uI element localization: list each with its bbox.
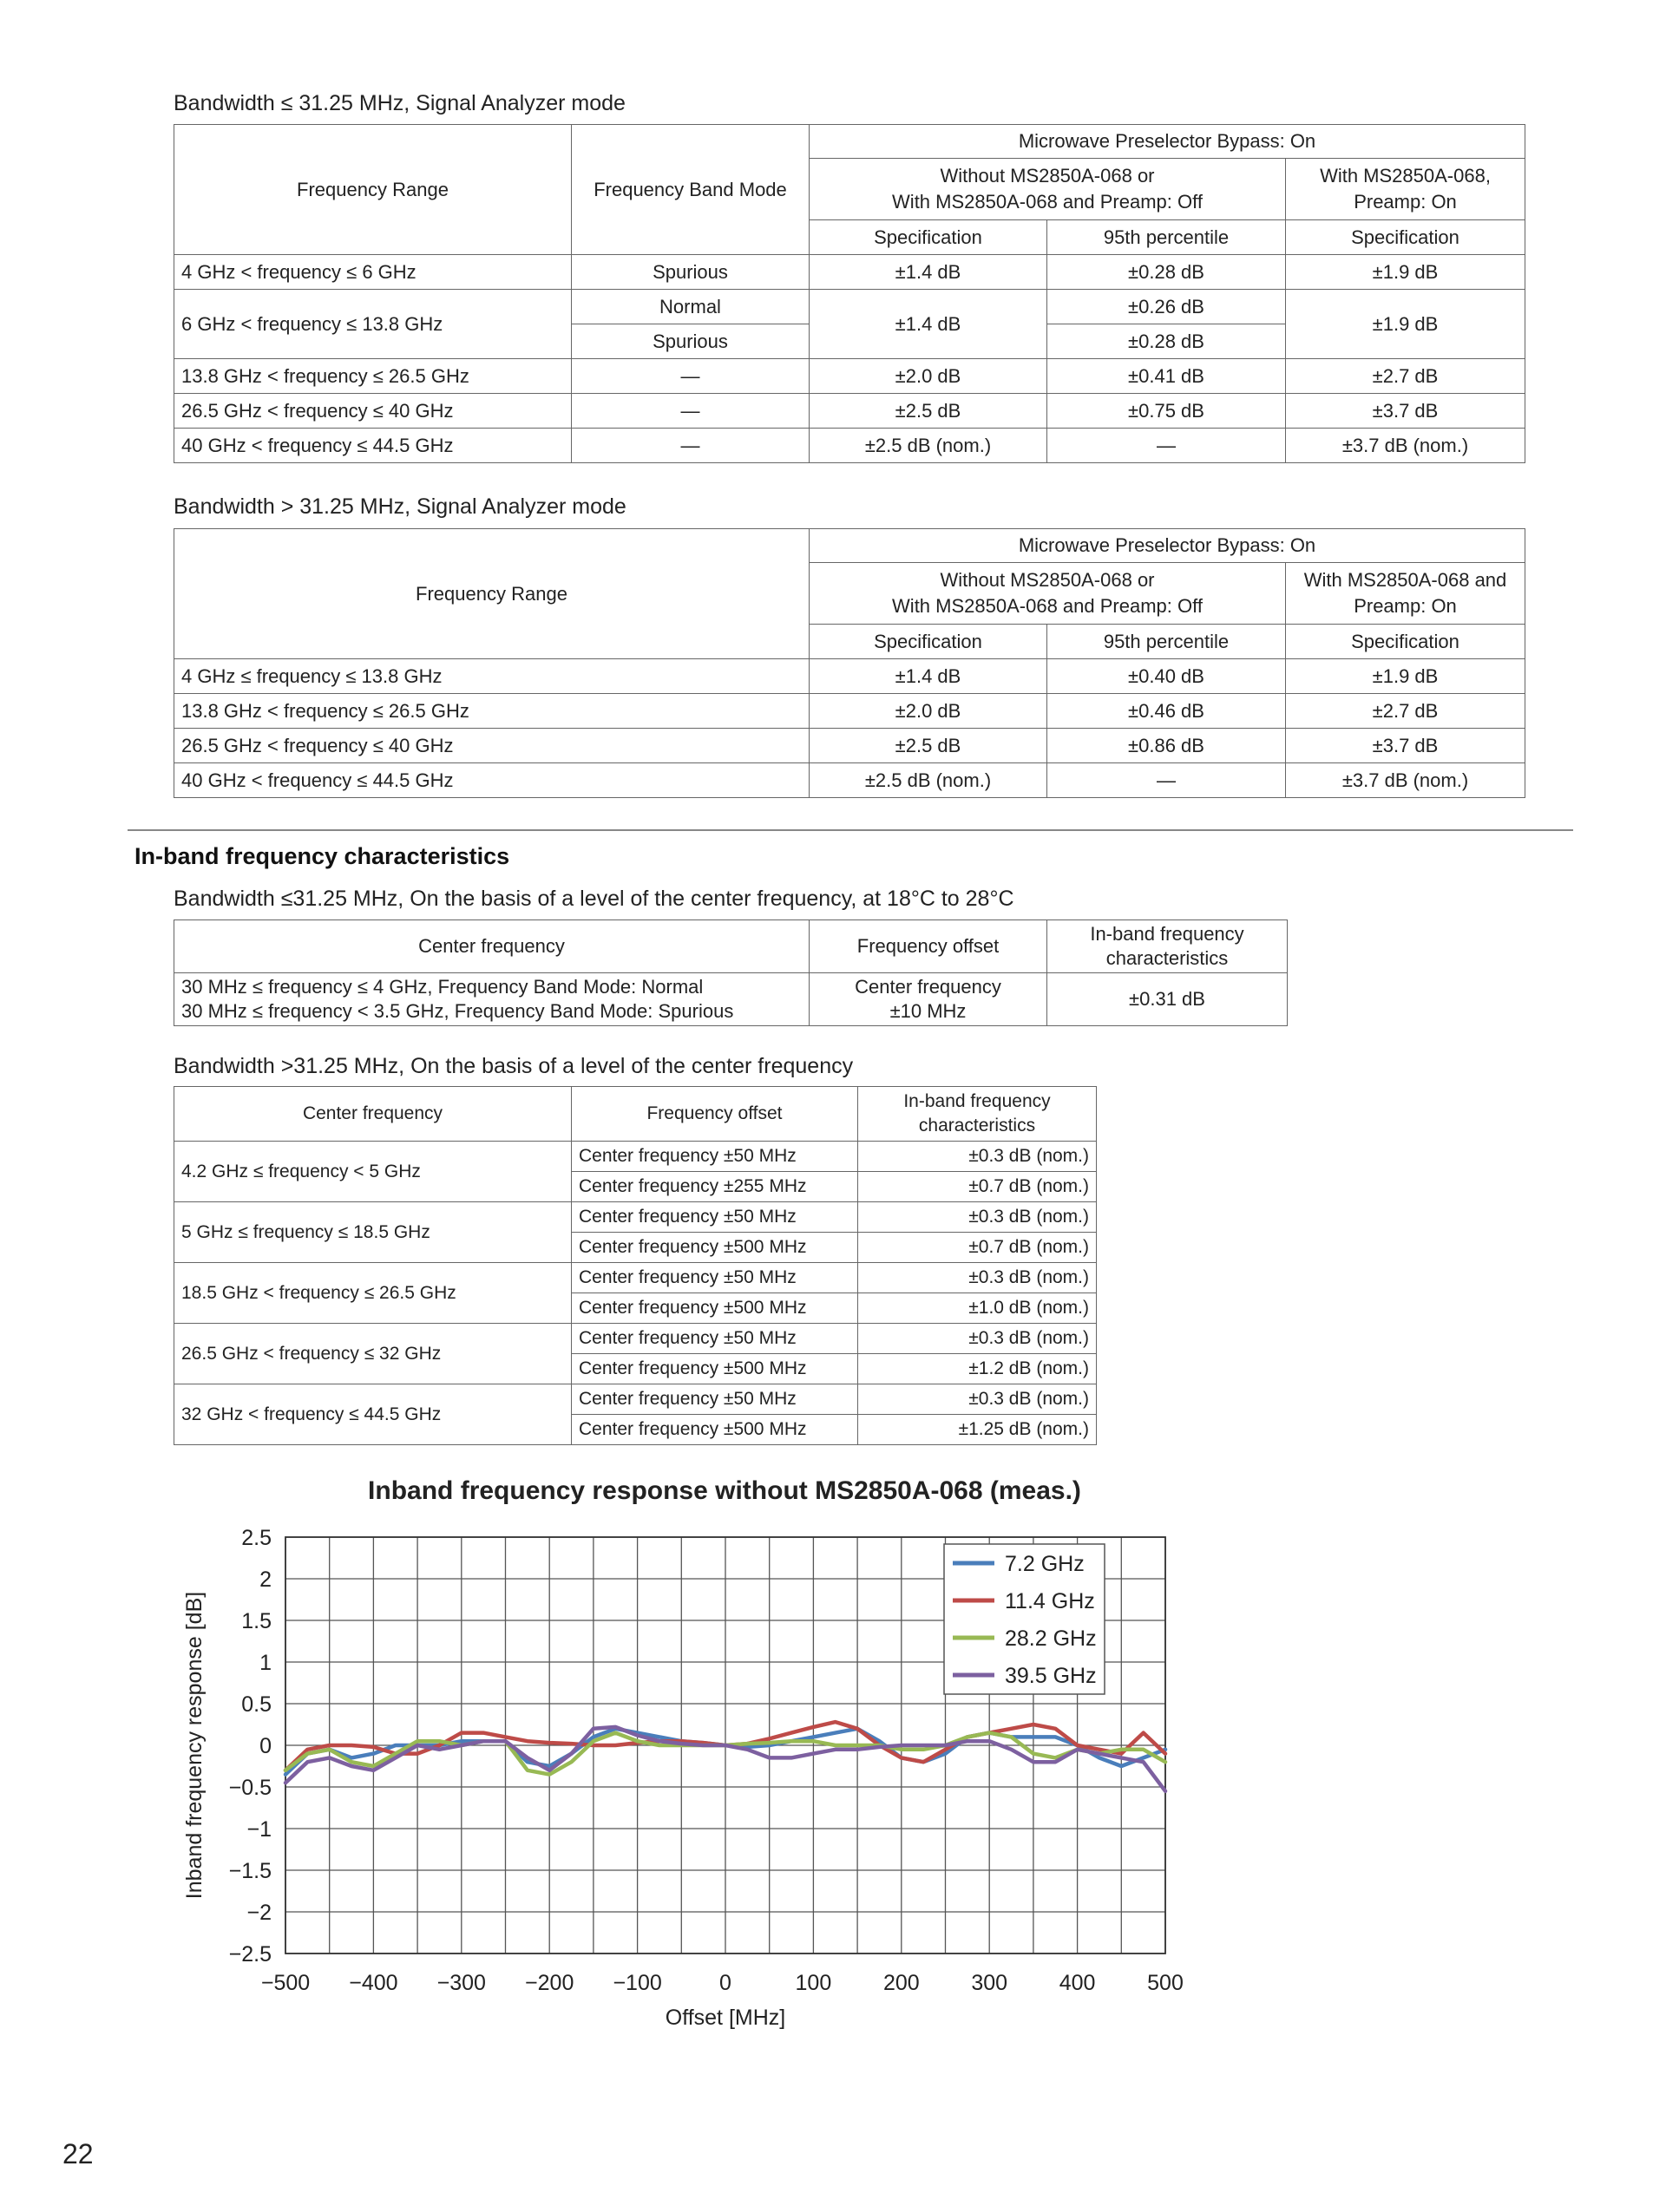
cell-spec-with: ±3.7 dB: [1286, 729, 1525, 763]
table2-header-without: Without MS2850A-068 or With MS2850A-068 and Preamp: Off: [810, 563, 1286, 625]
chart-title: Inband frequency response without MS2850A-068 (meas.): [368, 1476, 1081, 1505]
table1-header-spec: Specification: [810, 220, 1047, 255]
cell-range: 4 GHz < frequency ≤ 6 GHz: [174, 255, 572, 290]
table1-header-frequency-range: Frequency Range: [174, 125, 572, 255]
cell-range: 40 GHz < frequency ≤ 44.5 GHz: [174, 429, 572, 463]
cell-p95: ±0.26 dB: [1047, 290, 1286, 324]
table1-header-band-mode: Frequency Band Mode: [572, 125, 810, 255]
cell-spec: ±2.5 dB: [810, 729, 1047, 763]
table4-caption: Bandwidth >31.25 MHz, On the basis of a level of the center frequency: [174, 1054, 854, 1078]
x-tick-label: −500: [260, 1971, 311, 1995]
cell-spec: ±1.4 dB: [810, 255, 1047, 290]
cell-mode: —: [572, 359, 810, 394]
cell-range: 26.5 GHz < frequency ≤ 40 GHz: [174, 729, 810, 763]
cell-offset: Center frequency ±500 MHz: [572, 1354, 858, 1384]
cell-offset: Center frequency ±50 MHz: [572, 1263, 858, 1293]
cell-inband: ±0.3 dB (nom.): [858, 1263, 1097, 1293]
cell-center: 18.5 GHz < frequency ≤ 26.5 GHz: [174, 1263, 572, 1324]
y-tick-label: −1: [246, 1817, 272, 1842]
cell-spec-with: ±1.9 dB: [1286, 255, 1525, 290]
cell-center: 4.2 GHz ≤ frequency < 5 GHz: [174, 1142, 572, 1202]
cell-inband: ±0.3 dB (nom.): [858, 1142, 1097, 1172]
cell-p95: ±0.75 dB: [1047, 394, 1286, 429]
table2-header-frequency-range: Frequency Range: [174, 529, 810, 659]
cell-center: 32 GHz < frequency ≤ 44.5 GHz: [174, 1384, 572, 1445]
cell-spec-with: ±3.7 dB (nom.): [1286, 429, 1525, 463]
cell-spec: ±2.5 dB (nom.): [810, 763, 1047, 798]
y-tick-label: 1.5: [241, 1609, 272, 1633]
x-tick-label: 200: [882, 1971, 920, 1995]
table2-caption: Bandwidth > 31.25 MHz, Signal Analyzer mode: [174, 494, 626, 519]
cell-offset: Center frequency ±50 MHz: [572, 1142, 858, 1172]
legend-label: 11.4 GHz: [1005, 1589, 1095, 1613]
table3-header-inband: In-band frequency characteristics: [1047, 920, 1288, 973]
x-tick-label: 500: [1147, 1971, 1184, 1995]
cell-p95: ±0.40 dB: [1047, 659, 1286, 694]
x-axis-label: Offset [MHz]: [665, 2006, 786, 2030]
section-title: In-band frequency characteristics: [134, 843, 510, 869]
table2-header-with: With MS2850A-068 and Preamp: On: [1286, 563, 1525, 625]
cell-inband: ±0.31 dB: [1047, 973, 1288, 1026]
cell-spec: ±2.5 dB: [810, 394, 1047, 429]
cell-inband: ±0.3 dB (nom.): [858, 1384, 1097, 1415]
cell-center: 30 MHz ≤ frequency ≤ 4 GHz, Frequency Band Mode: Normal 30 MHz ≤ frequency < 3.5 GHz, Frequency Band Mode: Spurious: [174, 973, 810, 1026]
cell-inband: ±1.25 dB (nom.): [858, 1415, 1097, 1445]
y-tick-label: 0: [259, 1734, 272, 1758]
table3-caption: Bandwidth ≤31.25 MHz, On the basis of a level of the center frequency, at 18°C to 28°C: [174, 887, 1014, 911]
cell-p95: ±0.46 dB: [1047, 694, 1286, 729]
table4-header-offset: Frequency offset: [572, 1087, 858, 1142]
cell-offset: Center frequency ±255 MHz: [572, 1172, 858, 1202]
table2-header-bypass: Microwave Preselector Bypass: On: [810, 529, 1525, 563]
cell-mode: —: [572, 394, 810, 429]
x-tick-label: −300: [436, 1971, 486, 1995]
table2-header-spec: Specification: [810, 625, 1047, 659]
table1-header-p95: 95th percentile: [1047, 220, 1286, 255]
cell-offset: Center frequency ±500 MHz: [572, 1415, 858, 1445]
cell-inband: ±0.3 dB (nom.): [858, 1202, 1097, 1233]
table1-header-with: With MS2850A-068, Preamp: On: [1286, 159, 1525, 220]
cell-inband: ±0.7 dB (nom.): [858, 1172, 1097, 1202]
table3-header-offset: Frequency offset: [810, 920, 1047, 973]
y-tick-label: 1: [259, 1651, 272, 1675]
cell-range: 4 GHz ≤ frequency ≤ 13.8 GHz: [174, 659, 810, 694]
legend-label: 7.2 GHz: [1005, 1552, 1085, 1576]
cell-p95: —: [1047, 763, 1286, 798]
cell-range: 26.5 GHz < frequency ≤ 40 GHz: [174, 394, 572, 429]
cell-p95: —: [1047, 429, 1286, 463]
y-tick-label: 2.5: [241, 1526, 272, 1550]
y-tick-label: −2.5: [228, 1942, 272, 1967]
cell-p95: ±0.28 dB: [1047, 324, 1286, 359]
x-tick-label: 0: [719, 1971, 731, 1995]
cell-mode: Normal: [572, 290, 810, 324]
cell-mode: Spurious: [572, 324, 810, 359]
cell-range: 13.8 GHz < frequency ≤ 26.5 GHz: [174, 359, 572, 394]
page-number: 22: [62, 2138, 94, 2169]
cell-spec: ±1.4 dB: [810, 659, 1047, 694]
cell-inband: ±1.2 dB (nom.): [858, 1354, 1097, 1384]
table1-header-bypass: Microwave Preselector Bypass: On: [810, 125, 1525, 159]
cell-range: 13.8 GHz < frequency ≤ 26.5 GHz: [174, 694, 810, 729]
cell-spec-with: ±1.9 dB: [1286, 290, 1525, 359]
legend-label: 39.5 GHz: [1005, 1664, 1097, 1688]
cell-offset: Center frequency ±500 MHz: [572, 1233, 858, 1263]
y-tick-label: 2: [259, 1567, 272, 1592]
cell-mode: Spurious: [572, 255, 810, 290]
cell-offset: Center frequency ±500 MHz: [572, 1293, 858, 1324]
x-tick-label: 400: [1059, 1971, 1096, 1995]
table4-header-inband: In-band frequency characteristics: [858, 1087, 1097, 1142]
y-tick-label: 0.5: [241, 1692, 272, 1717]
cell-spec: ±2.0 dB: [810, 694, 1047, 729]
cell-offset: Center frequency ±50 MHz: [572, 1324, 858, 1354]
cell-offset: Center frequency ±50 MHz: [572, 1202, 858, 1233]
y-tick-label: −0.5: [228, 1776, 272, 1800]
cell-spec: ±2.0 dB: [810, 359, 1047, 394]
cell-p95: ±0.28 dB: [1047, 255, 1286, 290]
cell-inband: ±1.0 dB (nom.): [858, 1293, 1097, 1324]
cell-range: 6 GHz < frequency ≤ 13.8 GHz: [174, 290, 572, 359]
legend-label: 28.2 GHz: [1005, 1626, 1097, 1651]
cell-center: 5 GHz ≤ frequency ≤ 18.5 GHz: [174, 1202, 572, 1263]
table1-caption: Bandwidth ≤ 31.25 MHz, Signal Analyzer mode: [174, 91, 626, 115]
x-tick-label: −100: [613, 1971, 662, 1995]
x-tick-label: 100: [795, 1971, 832, 1995]
x-tick-label: 300: [971, 1971, 1008, 1995]
table2-header-p95: 95th percentile: [1047, 625, 1286, 659]
table4-header-center: Center frequency: [174, 1087, 572, 1142]
x-tick-label: −200: [525, 1971, 574, 1995]
cell-range: 40 GHz < frequency ≤ 44.5 GHz: [174, 763, 810, 798]
cell-inband: ±0.7 dB (nom.): [858, 1233, 1097, 1263]
table2-header-spec-with: Specification: [1286, 625, 1525, 659]
cell-spec-with: ±2.7 dB: [1286, 694, 1525, 729]
cell-spec: ±2.5 dB (nom.): [810, 429, 1047, 463]
table1-header-without: Without MS2850A-068 or With MS2850A-068 and Preamp: Off: [810, 159, 1286, 220]
cell-spec-with: ±3.7 dB (nom.): [1286, 763, 1525, 798]
y-tick-label: −1.5: [228, 1859, 272, 1883]
cell-offset: Center frequency ±10 MHz: [810, 973, 1047, 1026]
cell-inband: ±0.3 dB (nom.): [858, 1324, 1097, 1354]
cell-spec-with: ±2.7 dB: [1286, 359, 1525, 394]
cell-center: 26.5 GHz < frequency ≤ 32 GHz: [174, 1324, 572, 1384]
cell-mode: —: [572, 429, 810, 463]
cell-spec-with: ±3.7 dB: [1286, 394, 1525, 429]
cell-spec: ±1.4 dB: [810, 290, 1047, 359]
cell-p95: ±0.86 dB: [1047, 729, 1286, 763]
cell-offset: Center frequency ±50 MHz: [572, 1384, 858, 1415]
cell-spec-with: ±1.9 dB: [1286, 659, 1525, 694]
y-axis-label: Inband frequency response [dB]: [182, 1591, 207, 1900]
y-tick-label: −2: [246, 1901, 272, 1925]
table1-header-spec-with: Specification: [1286, 220, 1525, 255]
cell-p95: ±0.41 dB: [1047, 359, 1286, 394]
x-tick-label: −400: [349, 1971, 398, 1995]
table3-header-center: Center frequency: [174, 920, 810, 973]
